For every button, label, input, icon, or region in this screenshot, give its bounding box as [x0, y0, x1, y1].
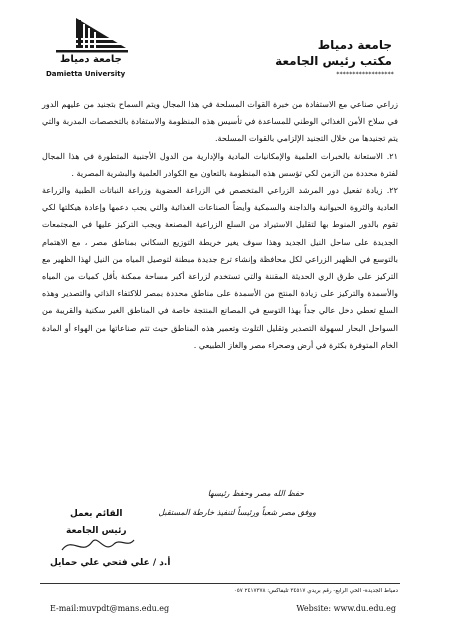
paragraph-item-21: ٢١. الاستعانة بالخبرات العلمية والإمكانيات المادية والإدارية من الدول الأجنبية المتطورة في هذا المجال لفترة محددة من الزمن لكي تؤسس هذه المنظومة بالتعاون مع الكوادر العلمية والبشرية المصرية .: [42, 150, 398, 178]
footer-rule: [40, 583, 400, 584]
logo-english-text: Damietta University: [46, 70, 126, 78]
signature-scribble-icon: [58, 532, 138, 558]
header-divider: ******************: [336, 71, 394, 78]
footer-address: دمياط الجديدة- الحي الرابع- رقم بريدي ٣٤٥١٧ تليفاكس: ٢٤١٧٣٧٨ ٠٥٧: [233, 588, 398, 594]
signatory-name: أ.د / علي فتحي علي حمايل: [50, 558, 171, 568]
paragraph-continuation: زراعي صناعي مع الاستفادة من خبرة القوات المسلحة في هذا المجال ويتم السماح بتجنيد من عليهم الدور في سلاح الأمن الغذائي الوطني للمساعدة في تأسيس هذه المنظومة والاستفادة بالتخصصات المدربة والتي يتم تجنيدها من خلال التجنيد الإلزامي بالقوات المسلحة.: [42, 99, 398, 144]
signatory-title-2: رئيس الجامعة: [66, 526, 127, 536]
letter-body: [42, 96, 398, 354]
signatory-title: القائم بعمل: [70, 509, 123, 519]
logo-arabic-text: جامعة دمياط: [60, 54, 122, 65]
handwritten-line-2: ووفق مصر شعباً ورئيساً لتنفيذ خارطة المستقبل: [158, 508, 316, 517]
footer-website: Website: www.du.edu.eg: [296, 604, 396, 613]
handwritten-line-1: حفظ الله مصر وحفظ رئيسها: [207, 489, 304, 498]
university-name: جامعة دمياط: [317, 38, 392, 52]
office-name: مكتب رئيس الجامعة: [275, 54, 392, 68]
paragraph-item-22: ٢٢. زيادة تفعيل دور المرشد الزراعي المتخصص في الزراعة العضوية وزراعة النباتات الطبية والزراعة العادية والثروة الحيوانية والداجنة والسمكية وأيضاً الصناعات الغذائية والتي يجب دعمها وإعادة هيكلتها لكي تقوم بالدور المنوط بها لتقليل الاستيراد من السلع الزراعية المصنعة ويجب التركيز عليها في المجتمعات الجديدة على ساحل النيل الجديد وهذا سوف يغير خريطة التوزيع السكاني بمناطق مصر ، مع الاهتمام بالتوسع في الظهير الزراعي لكل محافظة وإنشاء ترع جديدة مبطنة لتوصيل المياه من النيل لهذا الظهير مع التركيز على طرق الري الحديثة المقننة والتي تستخدم لزراعة أكبر مساحة ممكنة بأقل كميات من المياه والأسمدة والتركيز على زيادة المنتج من الأسمدة على مناطق محددة بمصر للاكتفاء الذاتي والتصدير وهذه السلع تعطي دخل عالي جداً بهذا التوسع في المصانع المنتجة خاصة في المناطق الغير سكنية والقريبة من السواحل البحار لسهولة التصدير وتقليل التلوث وتعمير هذه المناطق حيث تتم صناعاتها من الهواء أو المادة الخام المتوفرة بكثرة في أرض وصحراء مصر والغاز الطبيعي .: [42, 185, 398, 350]
footer-email: E-mail:muvpdt@mans.edu.eg: [50, 604, 170, 613]
